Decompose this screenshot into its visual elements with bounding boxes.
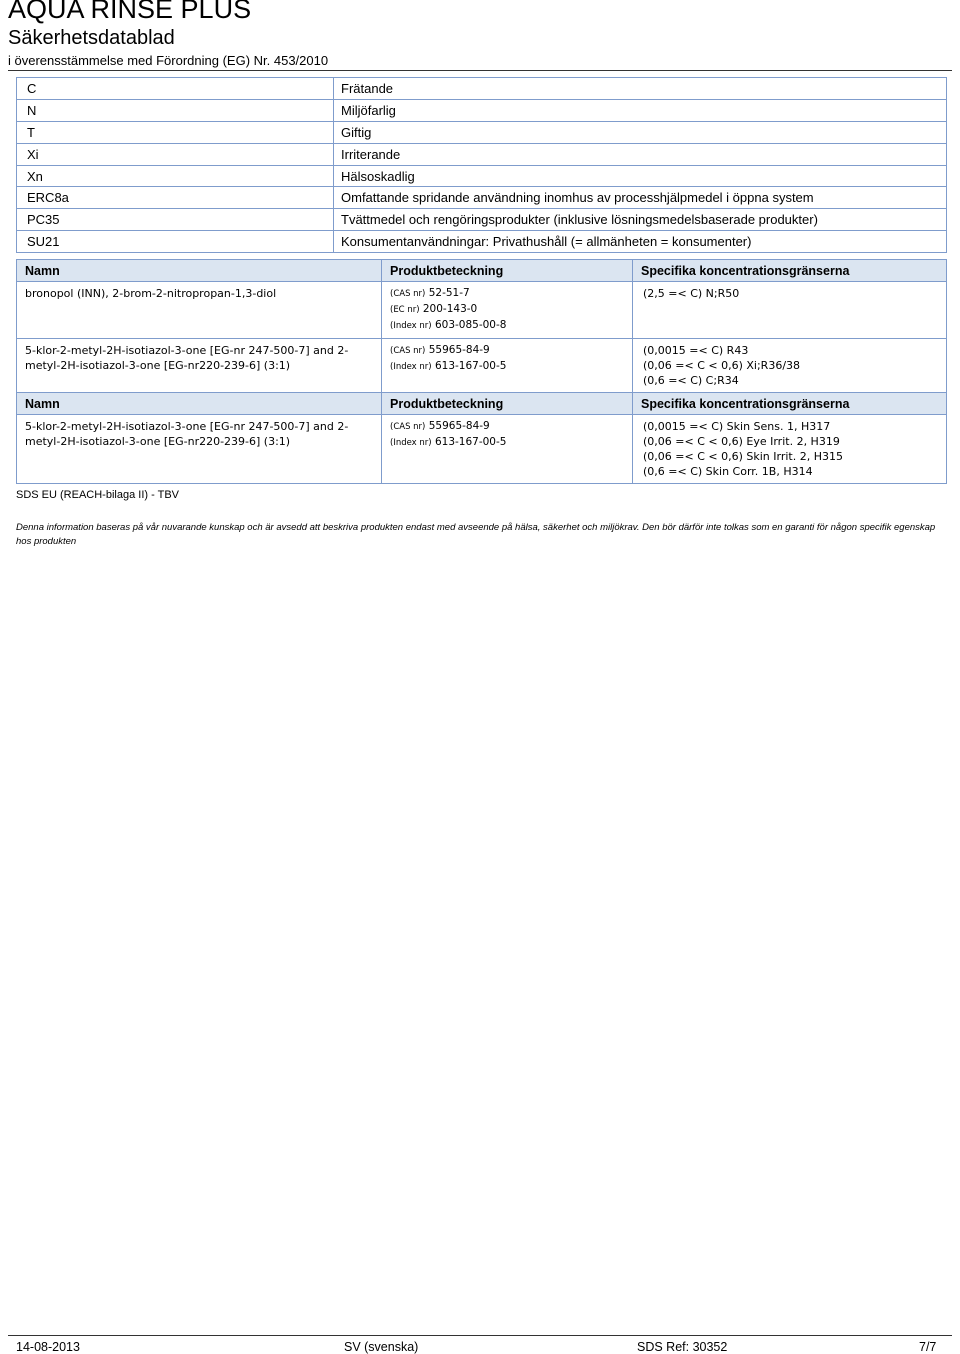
substance-identifiers bbox=[382, 339, 633, 393]
id-label: (Index nr) bbox=[390, 438, 432, 448]
limit-line: (0,0015 =< C) Skin Sens. 1, H317 bbox=[643, 420, 831, 433]
abbreviation-description: Konsumentanvändningar: Privathushåll (= allmänheten = konsumenter) bbox=[334, 231, 947, 253]
id-value: 603-085-00-8 bbox=[434, 319, 507, 331]
limit-line: (0,6 =< C) Skin Corr. 1B, H314 bbox=[643, 465, 813, 478]
abbreviation-code: PC35 bbox=[17, 209, 334, 231]
concentration-limits bbox=[633, 415, 947, 484]
substance-row bbox=[17, 415, 947, 484]
limit-line: (0,0015 =< C) R43 bbox=[643, 344, 749, 357]
id-label: (CAS nr) bbox=[390, 289, 426, 299]
document-header bbox=[8, 0, 328, 69]
abbreviation-description: Tvättmedel och rengöringsprodukter (inklusive lösningsmedelsbaserade produkter) bbox=[334, 209, 947, 231]
id-value: 613-167-00-5 bbox=[434, 360, 507, 372]
concentration-limits bbox=[633, 339, 947, 393]
abbreviation-row bbox=[17, 143, 947, 165]
id-label: (CAS nr) bbox=[390, 346, 426, 356]
column-header-product-id: Produktbeteckning bbox=[382, 393, 633, 415]
substance-header-row bbox=[17, 393, 947, 415]
id-value: 55965-84-9 bbox=[428, 420, 490, 432]
footer-sds-ref: SDS Ref: 30352 bbox=[637, 1340, 728, 1354]
id-value: 55965-84-9 bbox=[428, 344, 490, 356]
column-header-product-id: Produktbeteckning bbox=[382, 260, 633, 282]
substance-name: 5-klor-2-metyl-2H-isotiazol-3-one [EG-nr 247-500-7] and 2-metyl-2H-isotiazol-3-one [EG-nr220-239-6] (3:1) bbox=[17, 339, 382, 393]
abbreviation-row bbox=[17, 231, 947, 253]
limit-line: (0,06 =< C < 0,6) Xi;R36/38 bbox=[643, 359, 801, 372]
concentration-limits bbox=[633, 282, 947, 339]
limit-line: (0,6 =< C) C;R34 bbox=[643, 374, 739, 387]
abbreviation-row bbox=[17, 187, 947, 209]
column-header-concentration-limits: Specifika koncentrationsgränserna bbox=[633, 393, 947, 415]
document-type: Säkerhetsdatablad bbox=[8, 27, 175, 49]
limit-line: (2,5 =< C) N;R50 bbox=[643, 287, 740, 300]
product-title: AQUA RINSE PLUS bbox=[8, 0, 252, 24]
substance-table bbox=[16, 259, 947, 484]
abbreviation-description: Hälsoskadlig bbox=[334, 165, 947, 187]
id-label: (EC nr) bbox=[390, 305, 420, 315]
abbreviation-description: Frätande bbox=[334, 78, 947, 100]
footer-date: 14-08-2013 bbox=[16, 1340, 80, 1354]
abbreviation-row bbox=[17, 99, 947, 121]
id-label: (Index nr) bbox=[390, 321, 432, 331]
abbreviation-code: T bbox=[17, 121, 334, 143]
substance-header-row bbox=[17, 260, 947, 282]
abbreviation-row bbox=[17, 165, 947, 187]
abbreviation-row bbox=[17, 209, 947, 231]
footer-divider bbox=[8, 1335, 952, 1336]
disclaimer-text: Denna information baseras på vår nuvarande kunskap och är avsedd att beskriva produkten endast med avseende på hälsa, säkerhet och miljökrav. Den bör därför inte tolkas som en garanti för någon specifik egenskap hos produkten bbox=[16, 522, 936, 547]
column-header-name: Namn bbox=[17, 393, 382, 415]
abbreviation-code: N bbox=[17, 99, 334, 121]
substance-identifiers bbox=[382, 415, 633, 484]
abbreviation-code: ERC8a bbox=[17, 187, 334, 209]
substance-identifiers bbox=[382, 282, 633, 339]
abbreviation-code: Xn bbox=[17, 165, 334, 187]
id-label: (CAS nr) bbox=[390, 422, 426, 432]
abbreviation-code: Xi bbox=[17, 143, 334, 165]
abbreviation-code: SU21 bbox=[17, 231, 334, 253]
substance-row bbox=[17, 282, 947, 339]
regulation-note: i överensstämmelse med Förordning (EG) Nr. 453/2010 bbox=[8, 53, 329, 68]
abbreviation-description: Giftig bbox=[334, 121, 947, 143]
abbreviation-description: Miljöfarlig bbox=[334, 99, 947, 121]
abbreviation-description: Irriterande bbox=[334, 143, 947, 165]
id-label: (Index nr) bbox=[390, 362, 432, 372]
column-header-name: Namn bbox=[17, 260, 382, 282]
sds-format-note: SDS EU (REACH-bilaga II) - TBV bbox=[16, 489, 180, 501]
id-value: 52-51-7 bbox=[428, 287, 470, 299]
abbreviation-description: Omfattande spridande användning inomhus av processhjälpmedel i öppna system bbox=[334, 187, 947, 209]
column-header-concentration-limits: Specifika koncentrationsgränserna bbox=[633, 260, 947, 282]
substance-name: 5-klor-2-metyl-2H-isotiazol-3-one [EG-nr 247-500-7] and 2-metyl-2H-isotiazol-3-one [EG-nr220-239-6] (3:1) bbox=[17, 415, 382, 484]
abbreviation-table bbox=[16, 77, 947, 253]
abbreviation-code: C bbox=[17, 78, 334, 100]
footer-page-number: 7/7 bbox=[919, 1340, 937, 1354]
footer-language: SV (svenska) bbox=[344, 1340, 419, 1354]
limit-line: (0,06 =< C < 0,6) Skin Irrit. 2, H315 bbox=[643, 450, 843, 463]
abbreviation-row bbox=[17, 78, 947, 100]
abbreviation-row bbox=[17, 121, 947, 143]
substance-row bbox=[17, 339, 947, 393]
id-value: 200-143-0 bbox=[422, 303, 478, 315]
limit-line: (0,06 =< C < 0,6) Eye Irrit. 2, H319 bbox=[643, 435, 840, 448]
substance-name: bronopol (INN), 2-brom-2-nitropropan-1,3-diol bbox=[17, 282, 382, 339]
id-value: 613-167-00-5 bbox=[434, 436, 507, 448]
header-divider bbox=[8, 70, 952, 71]
